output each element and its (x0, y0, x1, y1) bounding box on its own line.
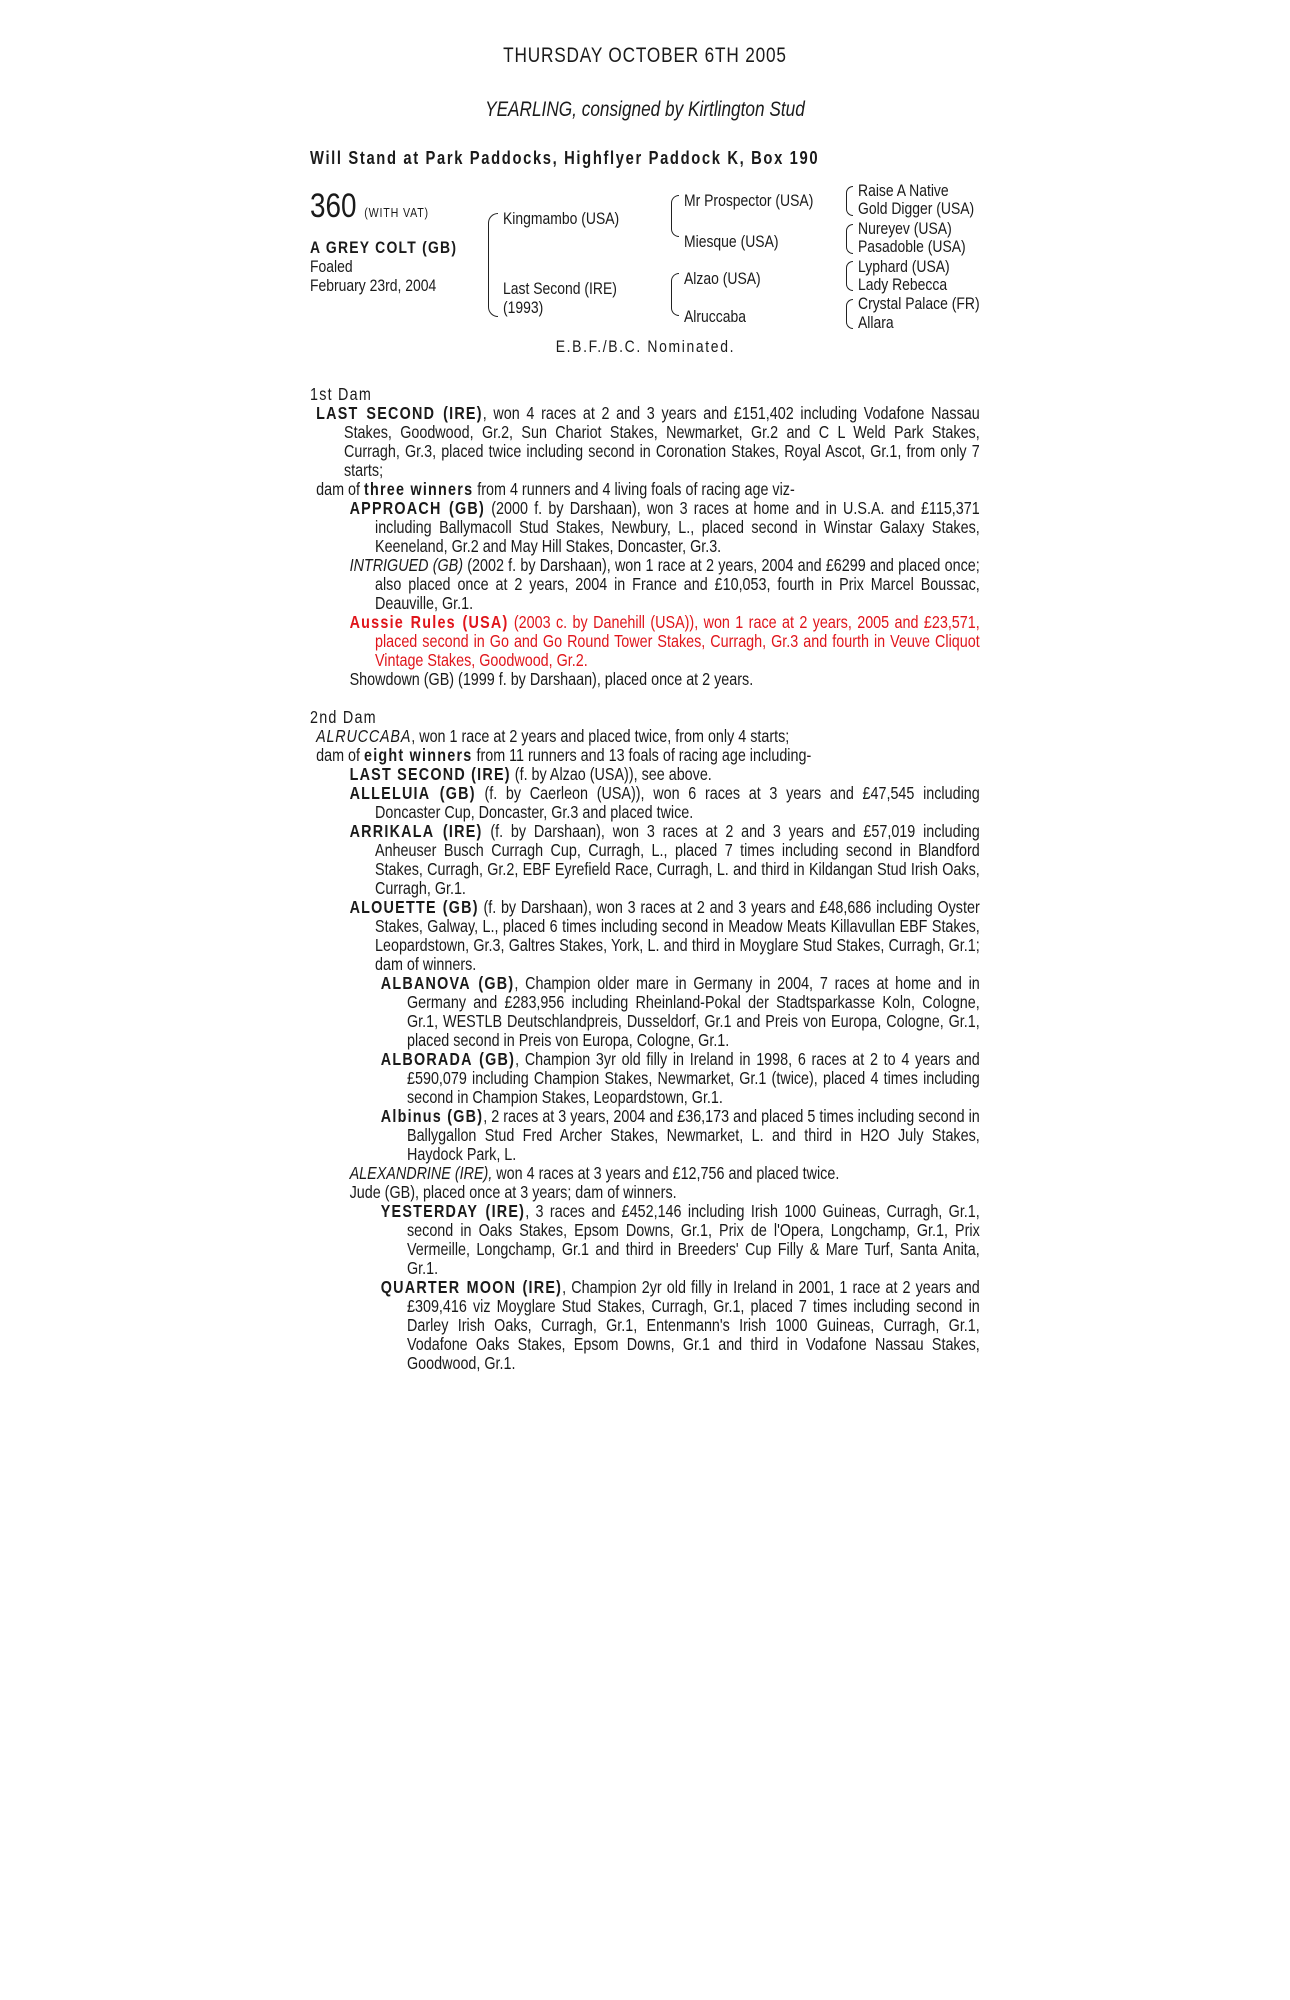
foal-entry-highlight: Aussie Rules (USA) (2003 c. by Danehill (USA)), won 1 race at 2 years, 2005 and £23,571, placed second in Go and Go Round Tower Stakes, Curragh, Gr.3 and fourth in Veuve Cliquot Vintage Stakes, Goodwood, Gr.2. (349, 612, 980, 670)
second-dam-name: ALRUCCABA (316, 726, 412, 746)
produce-entry: ALBORADA (GB), Champion 3yr old filly in Ireland in 1998, 6 races at 2 to 4 years and £590,079 including Champion Stakes, Newmarket, Gr.1 (twice), placed 4 times including second in Champion Stakes, Leopardstown, Gr.1. (380, 1049, 980, 1107)
consignment-line: YEARLING, consigned by Kirtlington Stud (485, 98, 805, 121)
pedigree-sire: Kingmambo (USA) (503, 209, 620, 228)
pedigree-sire-dam: Miesque (USA) (684, 232, 779, 251)
pedigree-sds: Nureyev (USA) (858, 219, 952, 238)
foal-entry: APPROACH (GB) (2000 f. by Darshaan), won 3 races at home and in U.S.A. and £115,371 including Ballymacoll Stud Stakes, Newbury, L., placed second in Winstar Galaxy Stakes, Keeneland, Gr.2 and May Hill Stakes, Doncaster, Gr.3. (349, 498, 980, 556)
produce-entry: YESTERDAY (IRE), 3 races and £452,146 including Irish 1000 Guineas, Curragh, Gr.1, second in Oaks Stakes, Epsom Downs, Gr.1, Prix de l'Opera, Longchamp, Gr.1, Prix Vermeille, Longchamp, Gr.1 and third in Breeders' Cup Filly & Mare Turf, Santa Anita, Gr.1. (380, 1201, 980, 1278)
pedigree-sss: Raise A Native (858, 181, 949, 200)
second-dam-title: 2nd Dam (310, 707, 377, 727)
pedigree-ddd: Allara (858, 313, 894, 332)
foal-entry: INTRIGUED (GB) (2002 f. by Darshaan), won 1 race at 2 years, 2004 and £6299 and placed once; also placed once at 2 years, 2004 in France and £10,053, fourth in Prix Marcel Boussac, Deauville, Gr.1. (349, 555, 980, 613)
pedigree-sire-sire: Mr Prospector (USA) (684, 191, 814, 210)
pedigree-dss: Lyphard (USA) (858, 257, 950, 276)
produce-entry: ALBANOVA (GB), Champion older mare in Germany in 2004, 7 races at home and in Germany and £283,956 including Rheinland-Pokal der Stadtsparkasse Koln, Cologne, Gr.1, WESTLB Deutschlandpreis, Dusseldorf, Gr.1 and Preis von Europa, Cologne, Gr.1, placed second in Preis von Europa, Cologne, Gr.1. (380, 973, 980, 1050)
produce-entry: QUARTER MOON (IRE), Champion 2yr old filly in Ireland in 2001, 1 race at 2 years and £309,416 viz Moyglare Stud Stakes, Curragh, Gr.1, placed 7 times including second in Darley Irish Oaks, Curragh, Gr.1, Entenmann's Irish 1000 Guineas, Curragh, Gr.1, Vodafone Oaks Stakes, Epsom Downs, Gr.1 and third in Vodafone Nassau Stakes, Goodwood, Gr.1. (380, 1277, 980, 1373)
first-dam-record: LAST SECOND (IRE), won 4 races at 2 and 3 years and £151,402 including Vodafone Nassau Stakes, Goodwood, Gr.2, Sun Chariot Stakes, Newmarket, Gr.2 and C L Weld Park Stakes, Curragh, Gr.3, placed twice including second in Coronation Stakes, Royal Ascot, Gr.1, from only 7 starts; (316, 403, 980, 480)
lot-number: 360 (310, 187, 357, 225)
pedigree-dam-dam: Alruccaba (684, 307, 746, 326)
foal-entry: Showdown (GB) (1999 f. by Darshaan), placed once at 2 years. (349, 669, 754, 689)
second-dam-produce: dam of eight winners from 11 runners and 13 foals of racing age including- (316, 745, 812, 765)
lot-number-line (310, 187, 455, 226)
gen3-bracket-4 (846, 299, 853, 329)
vat-note: (WITH VAT) (364, 205, 429, 220)
pedigree-table (310, 181, 980, 363)
pedigree-sdd: Pasadoble (USA) (858, 237, 966, 256)
sire-bracket (671, 195, 679, 237)
second-dam-record: ALRUCCABA, won 1 race at 2 years and placed twice, from only 4 starts; (316, 726, 790, 746)
pedigree-dam-year: (1993) (503, 298, 544, 317)
foaled-label: Foaled (310, 257, 353, 276)
pedigree-dds: Crystal Palace (FR) (858, 294, 980, 313)
produce-entry: Jude (GB), placed once at 3 years; dam of winners. (349, 1182, 677, 1202)
gen3-bracket-1 (846, 186, 853, 216)
foaled-date: February 23rd, 2004 (310, 276, 437, 295)
produce-entry: LAST SECOND (IRE) (f. by Alzao (USA)), see above. (349, 764, 712, 784)
produce-entry: ALLELUIA (GB) (f. by Caerleon (USA)), won 6 races at 3 years and £47,545 including Doncaster Cup, Doncaster, Gr.3 and placed twice. (349, 783, 980, 822)
first-dam-title: 1st Dam (310, 384, 373, 404)
dam-bracket (671, 273, 679, 316)
produce-entry: ALOUETTE (GB) (f. by Darshaan), won 3 races at 2 and 3 years and £48,686 including Oyster Stakes, Galway, L., placed 6 times including second in Meadow Meats Killavullan EBF Stakes, Leopardstown, Gr.3, Galtres Stakes, York, L. and third in Moyglare Stud Stakes, Curragh, Gr.1; dam of winners. (349, 897, 980, 974)
produce-entry: Albinus (GB), 2 races at 3 years, 2004 and £36,173 and placed 5 times including second in Ballygallon Stud Fred Archer Stakes, Newmarket, L. and third in H2O July Stakes, Haydock Park, L. (380, 1106, 980, 1164)
pedigree-dam: Last Second (IRE) (503, 279, 617, 298)
catalogue-page (310, 44, 980, 1373)
produce-entry: ALEXANDRINE (IRE), won 4 races at 3 years and £12,756 and placed twice. (349, 1163, 840, 1183)
sire-dam-bracket (488, 213, 498, 317)
sale-date: THURSDAY OCTOBER 6TH 2005 (503, 44, 787, 67)
pedigree-ssd: Gold Digger (USA) (858, 199, 975, 218)
pedigree-dam-sire: Alzao (USA) (684, 269, 761, 288)
produce-entry: ARRIKALA (IRE) (f. by Darshaan), won 3 races at 2 and 3 years and £57,019 including Anheuser Busch Curragh Cup, Curragh, L., placed 7 times including second in Blandford Stakes, Curragh, Gr.2, EBF Eyrefield Race, Curragh, L. and third in Kildangan Stud Irish Oaks, Curragh, Gr.1. (349, 821, 980, 898)
gen3-bracket-3 (846, 261, 853, 291)
stand-location: Will Stand at Park Paddocks, Highflyer Paddock K, Box 190 (310, 148, 820, 168)
first-dam-name: LAST SECOND (IRE) (316, 403, 483, 423)
catalogue-text (310, 385, 980, 1373)
first-dam-produce: dam of three winners from 4 runners and 4 living foals of racing age viz- (316, 479, 795, 499)
lot-description: A GREY COLT (GB) (310, 238, 458, 257)
nominated-line: E.B.F./B.C. Nominated. (555, 337, 735, 356)
gen3-bracket-2 (846, 224, 853, 254)
pedigree-dsd: Lady Rebecca (858, 275, 948, 294)
